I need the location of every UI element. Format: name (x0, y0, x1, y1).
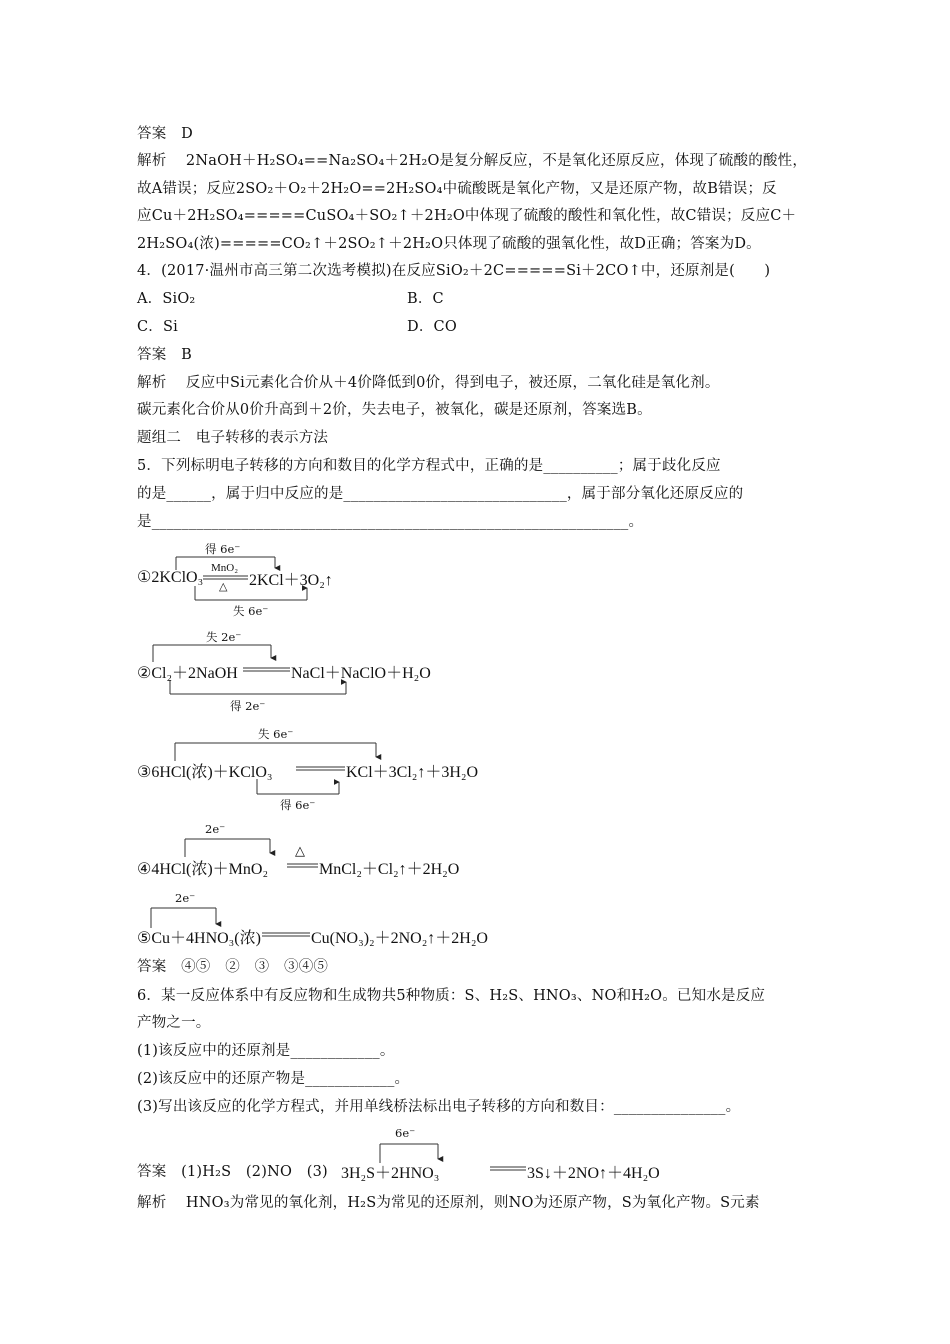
q6-stem-line: 产物之一。 (137, 1015, 211, 1031)
eq1-gain-label: 得 6e⁻ (205, 542, 241, 556)
q6-reactants: 3H₂S＋2HNO₃ (341, 1165, 440, 1182)
q3-analysis-line: 故A错误；反应2SO₂＋O₂＋2H₂O==2H₂SO₄中硫酸既是氧化产物，又是还原产物，故B错误；反 (137, 181, 777, 197)
q3-analysis-line: 2H₂SO₄(浓)=====CO₂↑＋2SO₂↑＋2H₂O只体现了硫酸的强氧化性，故D正确；答案为D。 (137, 236, 761, 252)
eq4-reactants: ④4HCl(浓)＋MnO₂ (137, 861, 269, 878)
eq2-lose-label: 失 2e⁻ (206, 630, 242, 644)
eq1-heat: △ (219, 581, 228, 593)
section-heading: 题组二 电子转移的表示方法 (137, 430, 329, 446)
q5-stem-line: 5．下列标明电子转移的方向和数目的化学方程式中，正确的是__________；属于歧化反应 (137, 458, 721, 474)
q6-sub-question: (1)该反应中的还原剂是____________。 (137, 1043, 395, 1059)
eq3-reactants: ③6HCl(浓)＋KClO₃ (137, 764, 273, 781)
q3-analysis-line: 解析 2NaOH＋H₂SO₄==Na₂SO₄＋2H₂O是复分解反应，不是氧化还原反应，体现了硫酸的酸性， (137, 153, 808, 169)
eq3-products: KCl＋3Cl₂↑＋3H₂O (346, 764, 479, 781)
eq4-transfer-bracket (185, 839, 270, 857)
q5-answer: 答案 ④⑤ ② ③ ③④⑤ (137, 959, 329, 975)
eq3-lose-label: 失 6e⁻ (258, 727, 294, 741)
q4-option-a: A．SiO₂ (137, 291, 196, 307)
q5-stem-line: 的是______，属于归中反应的是______________________________，属于部分氧化还原反应的 (137, 486, 744, 502)
eq1-catalyst: MnO₂ (211, 562, 239, 574)
eq5-reactants: ⑤Cu＋4HNO₃(浓) (137, 930, 261, 947)
q4-answer: 答案 B (137, 347, 192, 363)
eq3-gain-label: 得 6e⁻ (280, 798, 316, 812)
q4-option-c: C．Si (137, 319, 178, 335)
q4-stem: 4．(2017·温州市高三第二次选考模拟)在反应SiO₂＋2C=====Si＋2CO↑中，还原剂是( ) (137, 263, 771, 279)
eq5-transfer-label: 2e⁻ (175, 891, 196, 905)
eq2-gain-label: 得 2e⁻ (230, 699, 266, 713)
q4-option-b: B．C (407, 291, 444, 307)
q6-answer: 答案 (1)H₂S (2)NO (3) (137, 1164, 328, 1180)
eq2-products: NaCl＋NaClO＋H₂O (291, 665, 431, 682)
q4-option-d: D．CO (407, 319, 457, 335)
q6-products: 3S↓＋2NO↑＋4H₂O (527, 1165, 660, 1182)
eq1-lose-label: 失 6e⁻ (233, 604, 269, 618)
eq5-products: Cu(NO₃)₂＋2NO₂↑＋2H₂O (311, 930, 488, 947)
q4-analysis-line: 解析 反应中Si元素化合价从＋4价降低到0价，得到电子，被还原，二氧化硅是氧化剂。 (137, 375, 720, 391)
eq1-reactants: ①2KClO₃ (137, 569, 204, 586)
eq4-products: MnCl₂＋Cl₂↑＋2H₂O (319, 861, 460, 878)
q4-analysis-line: 碳元素化合价从0价升高到＋2价，失去电子，被氧化，碳是还原剂，答案选B。 (137, 402, 652, 418)
eq2-reactants: ②Cl₂＋2NaOH (137, 665, 238, 682)
q6-sub-question: (2)该反应中的还原产物是____________。 (137, 1071, 410, 1087)
eq1-products: 2KCl＋3O₂↑ (249, 572, 333, 589)
q6-sub-question: (3)写出该反应的化学方程式，并用单线桥法标出电子转移的方向和数目：_______________。 (137, 1099, 741, 1115)
eq4-transfer-label: 2e⁻ (205, 822, 226, 836)
q5-stem-line: 是________________________________________________________________。 (137, 514, 644, 530)
q6-analysis-line: 解析 HNO₃为常见的氧化剂，H₂S为常见的还原剂，则NO为还原产物，S为氧化产物。S元素 (137, 1195, 760, 1211)
eq4-heat: △ (295, 843, 305, 858)
q3-answer: 答案 D (137, 126, 193, 142)
q3-analysis-line: 应Cu＋2H₂SO₄=====CuSO₄＋SO₂↑＋2H₂O中体现了硫酸的酸性和氧化性，故C错误；反应C＋ (137, 208, 797, 224)
q6-stem-line: 6．某一反应体系中有反应物和生成物共5种物质：S、H₂S、HNO₃、NO和H₂O。已知水是反应 (137, 988, 766, 1004)
q6-transfer-label: 6e⁻ (395, 1126, 416, 1140)
